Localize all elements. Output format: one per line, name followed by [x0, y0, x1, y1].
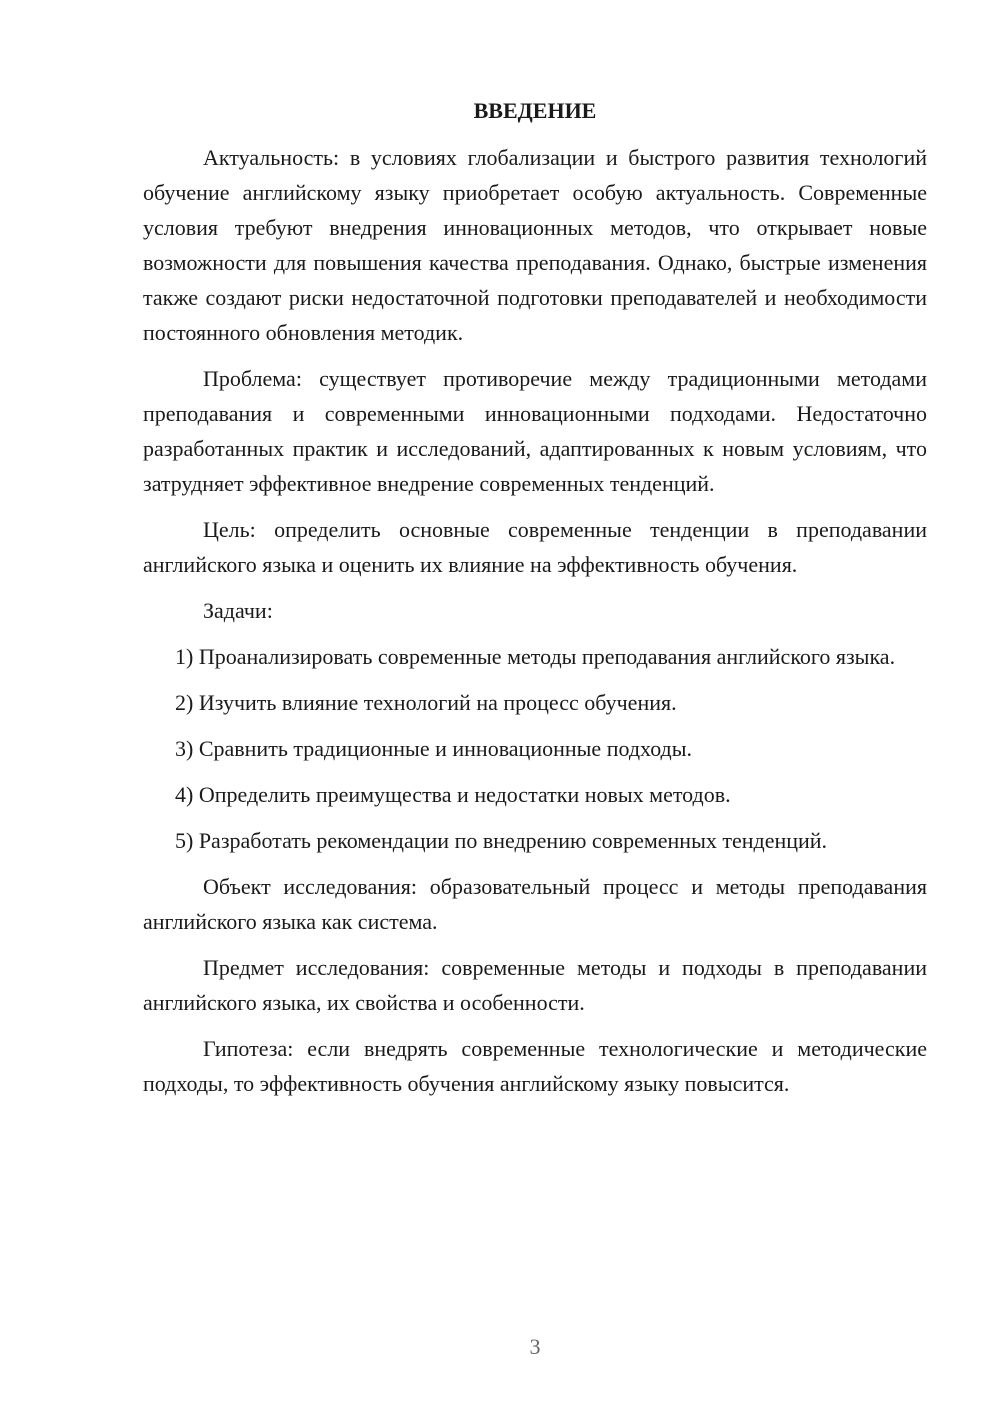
relevance-paragraph: Актуальность: в условиях глобализации и быстрого развития технологий обучение английскому языку приобретает особую актуальность. Современные условия требуют внедрения инновационных методов, что открывает новые возможности для повышения качества преподавания. Однако, быстрые изменения также создают риски недостаточной подготовки преподавателей и необходимости постоянного обновления методик.: [143, 145, 927, 345]
page-number: 3: [529, 1334, 541, 1359]
task-item-4: 4) Определить преимущества и недостатки новых методов.: [175, 782, 731, 807]
document-body: [143, 96, 927, 1112]
task-item-3: 3) Сравнить традиционные и инновационные подходы.: [175, 736, 693, 761]
hypothesis-paragraph: Гипотеза: если внедрять современные технологические и методические подходы, то эффективность обучения английскому языку повысится.: [143, 1036, 927, 1096]
object-paragraph: Объект исследования: образовательный процесс и методы преподавания английского языка как система.: [143, 874, 927, 934]
task-item-5: 5) Разработать рекомендации по внедрению современных тенденций.: [175, 828, 828, 853]
task-item-2: 2) Изучить влияние технологий на процесс обучения.: [175, 690, 677, 715]
subject-paragraph: Предмет исследования: современные методы и подходы в преподавании английского языка, их свойства и особенности.: [143, 955, 927, 1015]
section-heading: ВВЕДЕНИЕ: [473, 98, 597, 123]
task-item-1: 1) Проанализировать современные методы преподавания английского языка.: [175, 644, 896, 669]
problem-paragraph: Проблема: существует противоречие между традиционными методами преподавания и современными инновационными подходами. Недостаточно разработанных практик и исследований, адаптированных к новым условиям, что затрудняет эффективное внедрение современных тенденций.: [143, 366, 927, 496]
goal-paragraph: Цель: определить основные современные тенденции в преподавании английского языка и оценить их влияние на эффективность обучения.: [143, 517, 927, 577]
tasks-label: Задачи:: [203, 598, 273, 623]
